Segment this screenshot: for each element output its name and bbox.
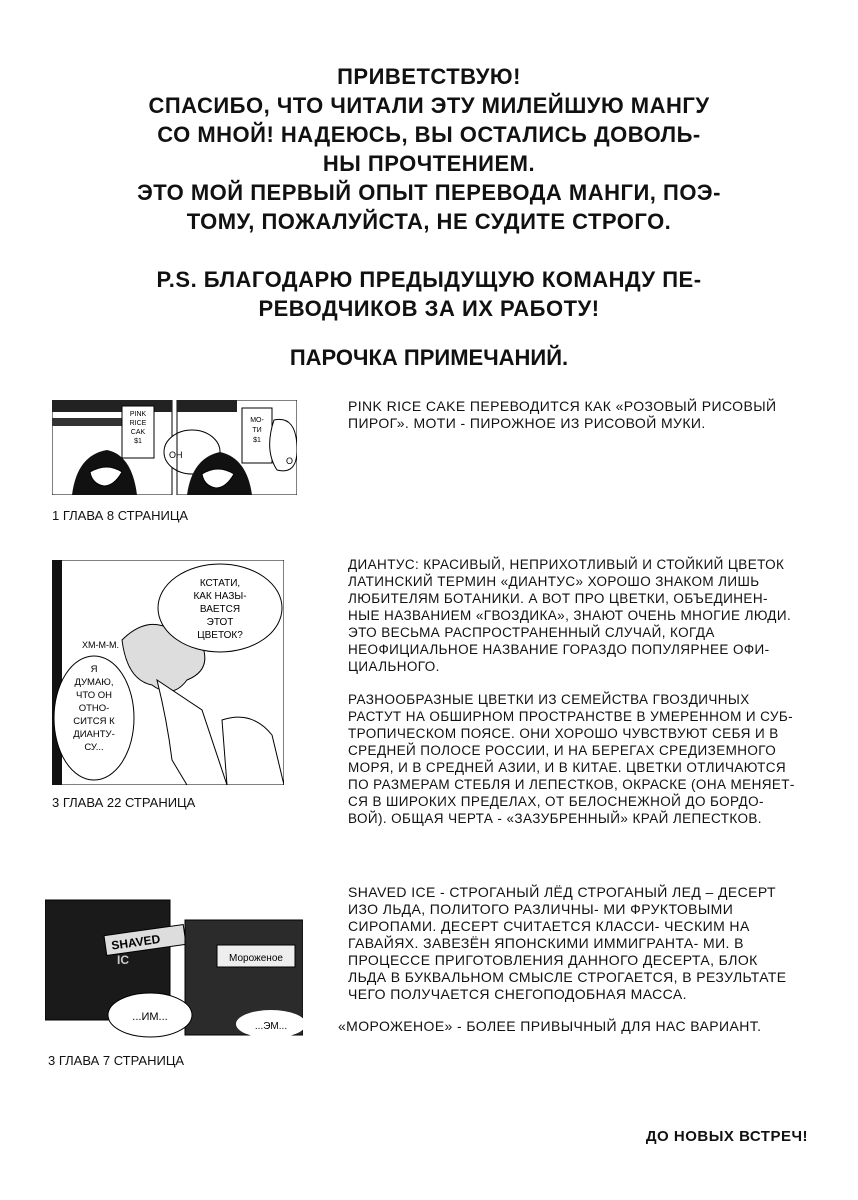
bubble2-text: О (286, 456, 294, 466)
bubble-left-line: ДУМАЮ, (74, 677, 114, 688)
note-paragraph: «МОРОЖЕНОЕ» - БОЛЕЕ ПРИВЫЧНЫЙ ДЛЯ НАС ВАРИАНТ. (338, 1018, 762, 1034)
ps-line: P.S. БЛАГОДАРЮ ПРЕДЫДУЩУЮ КОМАНДУ ПЕ- (156, 267, 702, 292)
note-1-text (348, 398, 793, 448)
sign-right-text-3: $1 (253, 437, 261, 444)
note-paragraph: РАЗНООБРАЗНЫЕ ЦВЕТКИ ИЗ СЕМЕЙСТВА ГВОЗДИЧНЫХ РАСТУТ НА ОБШИРНОМ ПРОСТРАНСТВЕ В УМЕРЕННОМ И СУБ- ТРОПИЧЕСКОМ ПОЯСЕ. ОНИ ХОРОШО ЧУВСТВУЮТ СЕБЯ И В СРЕДНЕЙ ПОЛОСЕ РОССИИ, И НА БЕРЕГАХ СРЕДИЗЕМНОГО МОРЯ, И В СРЕДНЕЙ АЗИИ, И В КИТАЕ. ЦВЕТКИ ОТЛИЧАЮТСЯ ПО РАЗМЕРАМ СТЕБЛЯ И ЛЕПЕСТКОВ, ОКРАСКЕ (ОНА МЕНЯЕТ- СЯ В ШИРОКИХ ПРЕДЕЛАХ, ОТ БЕЛОСНЕЖНОЙ ДО БОРДО- ВОЙ). ОБЩАЯ ЧЕРТА - «ЗАЗУБРЕННЫЙ» КРАЙ ЛЕПЕСТКОВ. (348, 692, 795, 826)
sign-left-text-2: IC (117, 953, 129, 967)
intro-line: СПАСИБО, ЧТО ЧИТАЛИ ЭТУ МИЛЕЙШУЮ МАНГУ (148, 93, 710, 118)
note-paragraph: SHAVED ICE - СТРОГАНЫЙ ЛЁД СТРОГАНЫЙ ЛЕД – ДЕСЕРТ ИЗО ЛЬДА, ПОЛИТОГО РАЗЛИЧНЫ- МИ ФРУКТОВЫМИ СИРОПАМИ. ДЕСЕРТ СЧИТАЕТСЯ КЛАССИ- ЧЕСКИМ НА ГАВАЙЯХ. ЗАВЕЗЁН ЯПОНСКИМИ ИММИГРАНТА- МИ. В ПРОЦЕССЕ ПРИГОТОВЛЕНИЯ ДАННОГО ДЕСЕРТА, БЛОК ЛЬДА В БУКВАЛЬНОМ СМЫСЛЕ СТРОГАЕТСЯ, В РЕЗУЛЬТАТЕ ЧЕГО ПОЛУЧАЕТСЯ СНЕГОПОДОБНАЯ МАССА. (348, 884, 787, 1002)
intro-line: ТОМУ, ПОЖАЛУЙСТА, НЕ СУДИТЕ СТРОГО. (186, 209, 672, 234)
panel-1-illustration (52, 400, 297, 495)
note-2-text (348, 556, 798, 843)
bubble-left-line: ЧТО ОН (76, 690, 112, 701)
closing-text: ДО НОВЫХ ВСТРЕЧ! (645, 1128, 808, 1145)
panel-3-caption: 3 ГЛАВА 7 СТРАНИЦА (48, 1053, 185, 1068)
bubble-top-line: ЭТОТ (206, 617, 234, 628)
note-paragraph: ДИАНТУС: КРАСИВЫЙ, НЕПРИХОТЛИВЫЙ И СТОЙКИЙ ЦВЕТОК ЛАТИНСКИЙ ТЕРМИН «ДИАНТУС» ХОРОШО ЗНАКОМ ЛИШЬ ЛЮБИТЕЛЯМ БОТАНИКИ. А ВОТ ПРО ЦВЕТКИ, ОБЪЕДИНЕН- НЫЕ НАЗВАНИЕМ «ГВОЗДИКА», ЗНАЮТ ОЧЕНЬ МНОГИЕ ЛЮДИ. ЭТО ВЕСЬМА РАСПРОСТРАНЕННЫЙ СЛУЧАЙ, КОГДА НЕОФИЦИАЛЬНОЕ НАЗВАНИЕ ГОРАЗДО ПОПУЛЯРНЕЕ ОФИ- ЦИАЛЬНОГО. (348, 557, 792, 674)
note-3-text (348, 884, 798, 1019)
bubble-top-line: КАК НАЗЫ- (193, 591, 247, 602)
sign-left-text-4: $1 (134, 438, 142, 445)
sign-right-text: МО- (250, 417, 264, 424)
bubble-left-line: ДИАНТУ- (73, 729, 115, 740)
sign-left-text-2: RICE (129, 420, 147, 427)
bubble-top-line: ВАЕТСЯ (199, 604, 241, 615)
sign-left-text-3: CAK (130, 429, 146, 436)
panel-1-caption: 1 ГЛАВА 8 СТРАНИЦА (52, 508, 189, 523)
sign-left-text: PINK (129, 411, 147, 418)
sign-left-text: SHAVED (110, 931, 162, 953)
manga-panel-2 (52, 560, 284, 785)
intro-line: ПРИВЕТСТВУЮ! (337, 64, 521, 89)
sign-right-text-2: ТИ (252, 427, 262, 434)
ps-text (60, 265, 798, 323)
bubble-text: ОН (169, 450, 183, 460)
intro-line: СО МНОЙ! НАДЕЮСЬ, ВЫ ОСТАЛИСЬ ДОВОЛЬ- (157, 122, 701, 147)
bubble-left-line: СИТСЯ К (73, 716, 115, 727)
panel-3-illustration (45, 890, 303, 1038)
panel-2-illustration (52, 560, 284, 785)
bubble-left-line: Я (90, 664, 98, 675)
intro-line: НЫ ПРОЧТЕНИЕМ. (322, 151, 536, 176)
panel-2-caption: 3 ГЛАВА 22 СТРАНИЦА (52, 795, 196, 810)
bubble-top-line: ЦВЕТОК? (197, 630, 243, 641)
ps-line: РЕВОДЧИКОВ ЗА ИХ РАБОТУ! (258, 296, 600, 321)
intro-line: ЭТО МОЙ ПЕРВЫЙ ОПЫТ ПЕРЕВОДА МАНГИ, ПОЭ- (137, 180, 721, 205)
bubble-left-line: ОТНО- (78, 703, 110, 714)
bubble-right-text: ...ЭМ... (254, 1021, 288, 1032)
note-3-extra (338, 1018, 788, 1051)
sign-right-text: Мороженое (229, 953, 283, 964)
manga-panel-3 (45, 890, 303, 1038)
bubble-left-text: ...ИМ... (132, 1011, 168, 1023)
intro-text (60, 62, 798, 236)
bubble-hm-text: ХМ-М-М. (82, 640, 119, 650)
manga-panel-1 (52, 400, 297, 495)
notes-title: ПАРОЧКА ПРИМЕЧАНИЙ. (289, 345, 569, 370)
note-paragraph: PINK RICE CAKE ПЕРЕВОДИТСЯ КАК «РОЗОВЫЙ РИСОВЫЙ ПИРОГ». МОТИ - ПИРОЖНОЕ ИЗ РИСОВОЙ МУКИ. (348, 398, 777, 431)
bubble-left-line: СУ... (84, 742, 104, 753)
bubble-top-line: КСТАТИ, (199, 578, 241, 589)
